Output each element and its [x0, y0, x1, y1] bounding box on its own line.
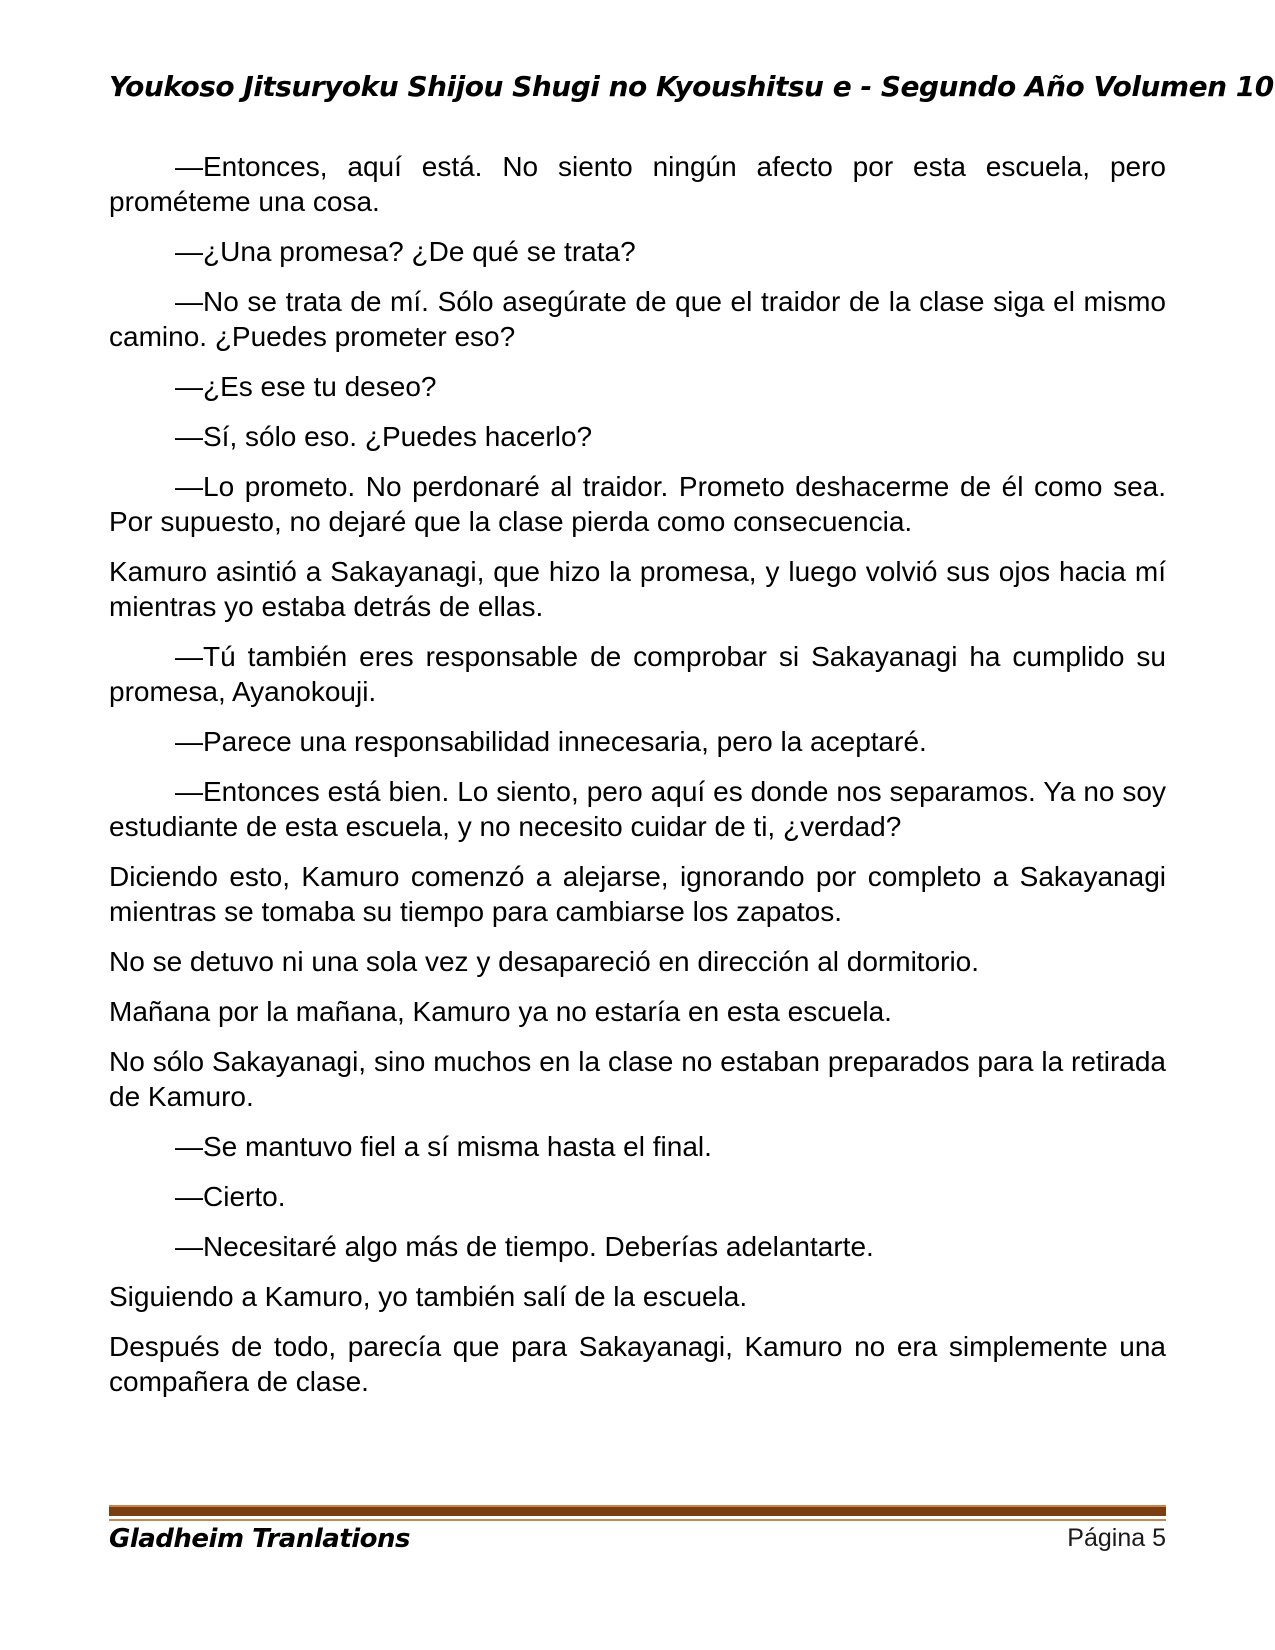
paragraph: —Se mantuvo fiel a sí misma hasta el final.	[175, 1131, 712, 1162]
paragraph: Mañana por la mañana, Kamuro ya no estaría en esta escuela.	[109, 996, 892, 1027]
page-footer	[109, 1524, 1166, 1554]
paragraph: —Necesitaré algo más de tiempo. Deberías adelantarte.	[175, 1231, 874, 1262]
paragraph: Siguiendo a Kamuro, yo también salí de la escuela.	[109, 1281, 748, 1312]
paragraph: —Sí, sólo eso. ¿Puedes hacerlo?	[175, 421, 593, 452]
paragraph: —Cierto.	[175, 1181, 286, 1212]
footer-divider	[109, 1505, 1166, 1521]
paragraph: —Parece una responsabilidad innecesaria, pero la aceptaré.	[175, 726, 927, 757]
footer-divider-light-bottom	[109, 1519, 1166, 1521]
footer-divider-dark-bar	[109, 1507, 1166, 1516]
page-body	[109, 149, 1166, 1399]
page-title: Youkoso Jitsuryoku Shijou Shugi no Kyoushitsu e - Segundo Año Volumen 10	[109, 70, 1274, 103]
page-number: Página 5	[1067, 1524, 1166, 1552]
paragraph: —Entonces, aquí está. No siento ningún afecto por esta escuela, pero prométeme una cosa.	[109, 151, 1166, 217]
paragraph: —Lo prometo. No perdonaré al traidor. Prometo deshacerme de él como sea. Por supuesto, no dejaré que la clase pierda como consecuencia.	[109, 471, 1166, 537]
paragraph: —¿Es ese tu deseo?	[175, 371, 437, 402]
paragraph: Kamuro asintió a Sakayanagi, que hizo la promesa, y luego volvió sus ojos hacia mí mientras yo estaba detrás de ellas.	[109, 556, 1166, 622]
paragraph: Después de todo, parecía que para Sakayanagi, Kamuro no era simplemente una compañera de clase.	[109, 1331, 1166, 1397]
paragraph: —Entonces está bien. Lo siento, pero aquí es donde nos separamos. Ya no soy estudiante de esta escuela, y no necesito cuidar de ti, ¿verdad?	[109, 776, 1166, 842]
footer-brand: Gladheim Tranlations	[109, 1524, 411, 1554]
paragraph: —Tú también eres responsable de comprobar si Sakayanagi ha cumplido su promesa, Ayanokouji.	[109, 641, 1166, 707]
paragraph: No sólo Sakayanagi, sino muchos en la clase no estaban preparados para la retirada de Kamuro.	[109, 1046, 1166, 1112]
paragraph: —¿Una promesa? ¿De qué se trata?	[175, 236, 636, 267]
paragraph: Diciendo esto, Kamuro comenzó a alejarse, ignorando por completo a Sakayanagi mientras se tomaba su tiempo para cambiarse los zapatos.	[109, 861, 1166, 927]
paragraph: No se detuvo ni una sola vez y desapareció en dirección al dormitorio.	[109, 946, 980, 977]
paragraph: —No se trata de mí. Sólo asegúrate de que el traidor de la clase siga el mismo camino. ¿Puedes prometer eso?	[109, 286, 1166, 352]
